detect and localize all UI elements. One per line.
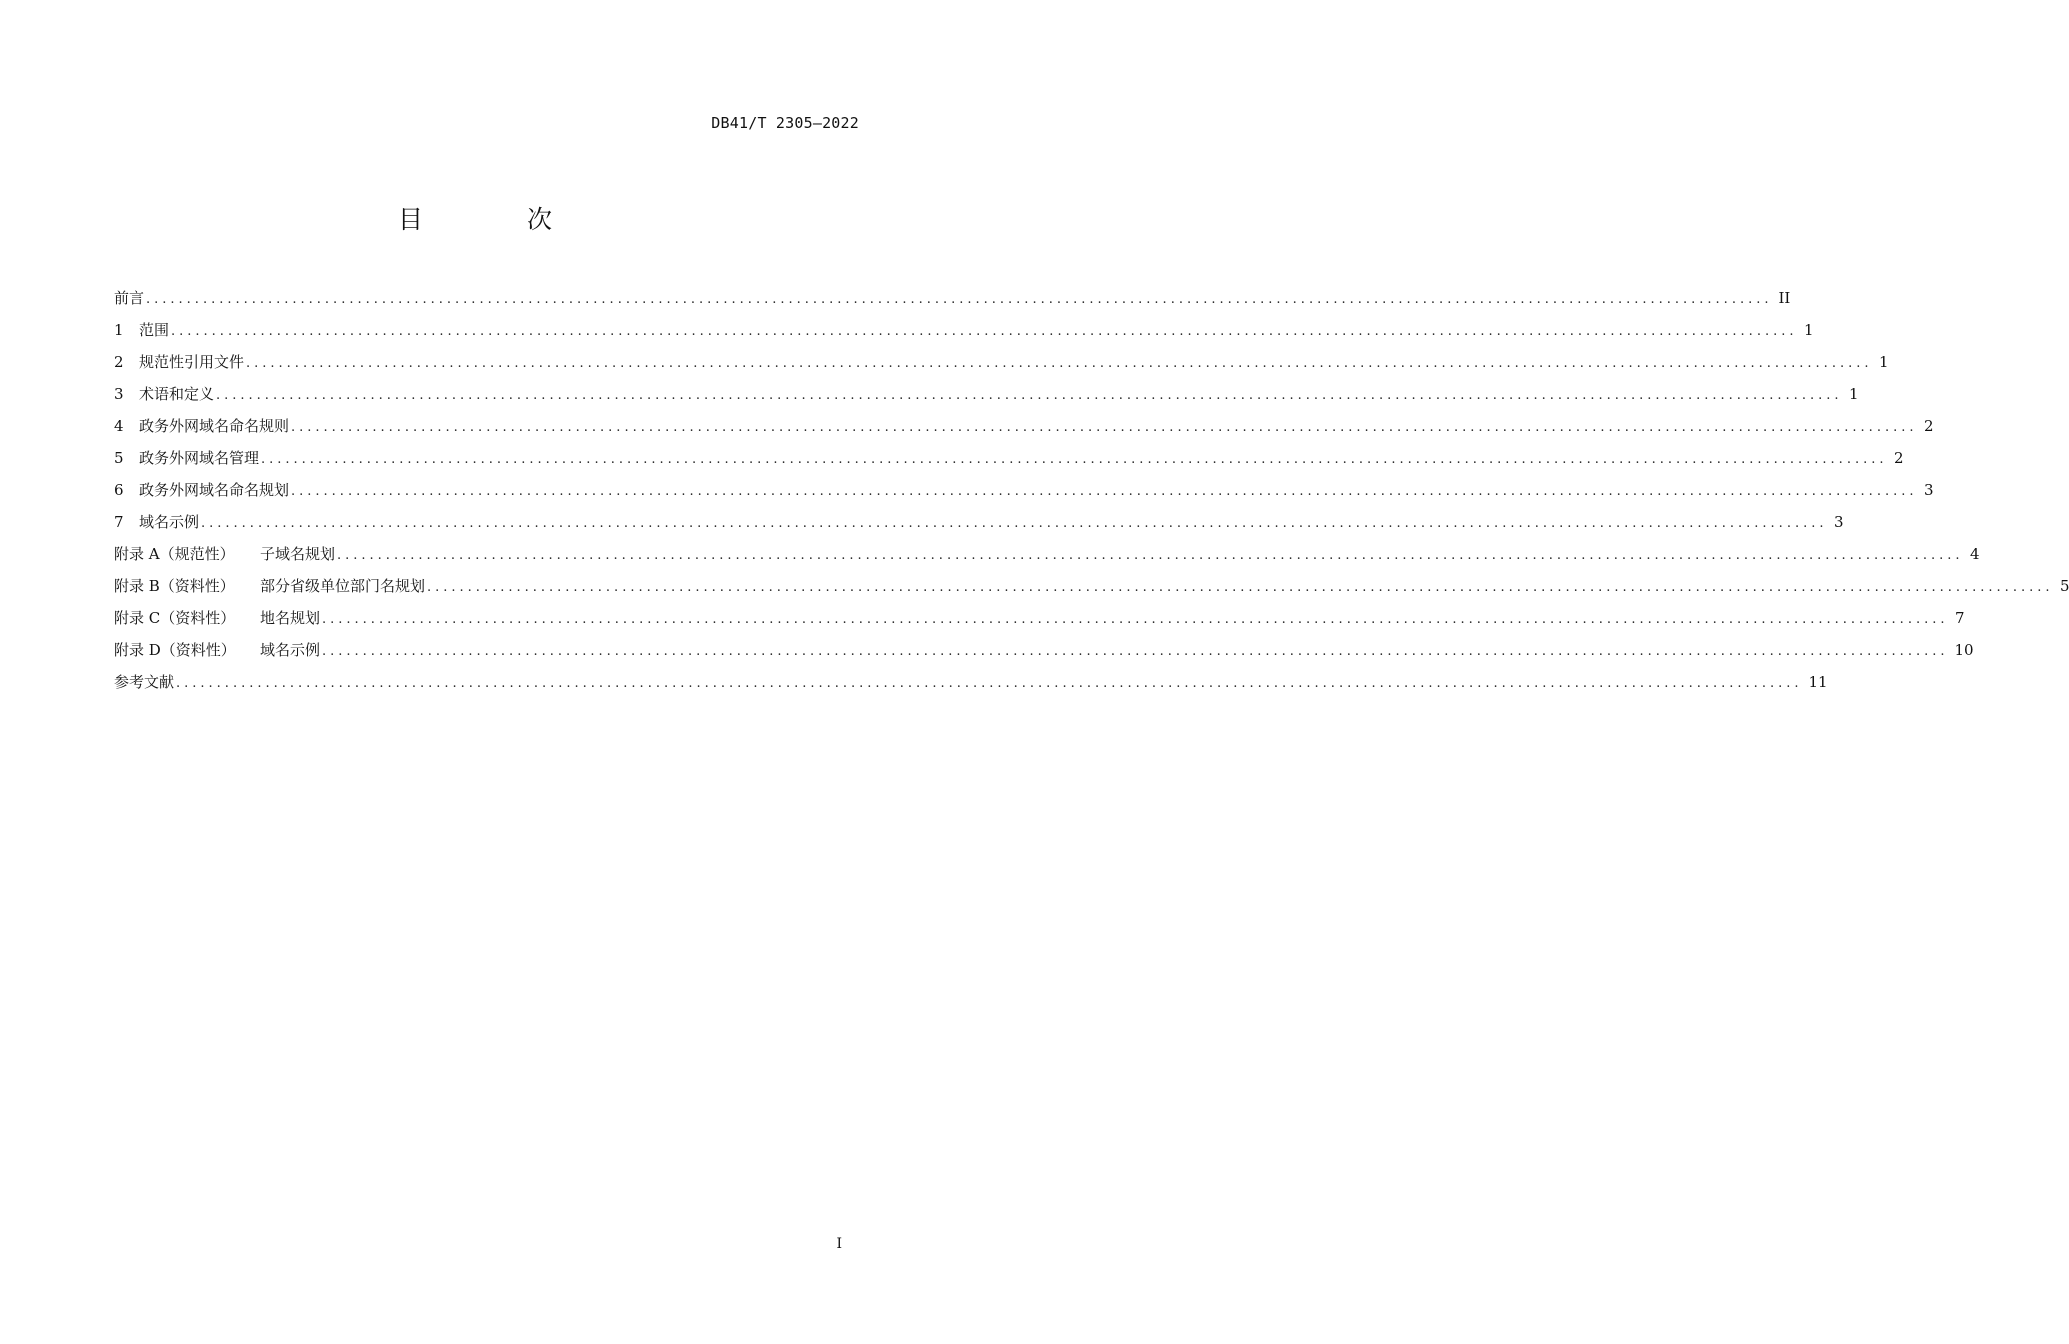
toc-appendix-head: 附录 C（资料性） (114, 609, 236, 627)
toc-appendix-head: 附录 D（资料性） (114, 641, 236, 659)
toc-entry-label: 子域名规划 (260, 545, 336, 563)
toc-entry-5[interactable] (114, 446, 1904, 478)
table-of-contents (114, 286, 2069, 702)
toc-appendix-head: 附录 A（规范性） (114, 545, 235, 563)
toc-leader-dots: ........................................................................................................................................................................................................ (176, 676, 1803, 691)
toc-leader-dots: ........................................................................................................................................................................................................ (291, 420, 1918, 435)
toc-entry-label: 政务外网域名命名规划 (139, 481, 290, 499)
toc-entry-label: 地名规划 (260, 609, 321, 627)
toc-entry-label: 部分省级单位部门名规划 (260, 577, 426, 595)
toc-entry-label: 域名示例 (139, 513, 200, 531)
toc-entry-number: 6 (114, 481, 124, 499)
toc-leader-dots: ........................................................................................................................................................................................................ (261, 452, 1888, 467)
toc-leader-dots: ........................................................................................................................................................................................................ (146, 292, 1773, 307)
toc-leader-dots: ........................................................................................................................................................................................................ (322, 644, 1949, 659)
page-title: 目 次 (398, 205, 600, 234)
toc-leader-dots: ........................................................................................................................................................................................................ (171, 324, 1798, 339)
toc-entry-page: II (1778, 289, 1791, 307)
toc-entry-label: 前言 (114, 289, 145, 307)
toc-entry-6[interactable] (114, 478, 1934, 510)
toc-entry-number: 7 (114, 513, 124, 531)
toc-leader-dots: ........................................................................................................................................................................................................ (291, 484, 1918, 499)
toc-entry-label: 规范性引用文件 (139, 353, 245, 371)
toc-entry-page: 4 (1969, 545, 1980, 563)
toc-entry-number: 2 (114, 353, 124, 371)
toc-entry-2[interactable] (114, 350, 1889, 382)
toc-entry-page: 3 (1923, 481, 1934, 499)
toc-entry-number: 3 (114, 385, 124, 403)
toc-entry-appendix-b[interactable] (114, 574, 2069, 606)
toc-entry-foreword[interactable] (114, 286, 1791, 318)
toc-entry-page: 1 (1848, 385, 1859, 403)
toc-entry-1[interactable] (114, 318, 1814, 350)
toc-entry-page: 11 (1808, 673, 1828, 691)
toc-entry-page: 1 (1878, 353, 1889, 371)
toc-leader-dots: ........................................................................................................................................................................................................ (427, 580, 2054, 595)
toc-entry-label: 术语和定义 (139, 385, 215, 403)
toc-entry-number: 4 (114, 417, 124, 435)
page-number: I (836, 1236, 842, 1252)
toc-entry-4[interactable] (114, 414, 1934, 446)
toc-entry-references[interactable] (114, 670, 1828, 702)
toc-entry-label: 参考文献 (114, 673, 175, 691)
standard-code: DB41/T 2305—2022 (711, 114, 859, 132)
toc-leader-dots: ........................................................................................................................................................................................................ (201, 516, 1828, 531)
toc-entry-page: 10 (1954, 641, 1974, 659)
toc-entry-page: 5 (2059, 577, 2069, 595)
toc-entry-appendix-c[interactable] (114, 606, 1965, 638)
toc-entry-label: 域名示例 (260, 641, 321, 659)
toc-entry-label: 政务外网域名命名规则 (139, 417, 290, 435)
toc-entry-3[interactable] (114, 382, 1859, 414)
toc-entry-page: 2 (1893, 449, 1904, 467)
toc-leader-dots: ........................................................................................................................................................................................................ (337, 548, 1964, 563)
toc-leader-dots: ........................................................................................................................................................................................................ (246, 356, 1873, 371)
toc-entry-page: 2 (1923, 417, 1934, 435)
toc-entry-number: 5 (114, 449, 124, 467)
toc-entry-label: 政务外网域名管理 (139, 449, 260, 467)
toc-leader-dots: ........................................................................................................................................................................................................ (322, 612, 1949, 627)
toc-entry-page: 3 (1833, 513, 1844, 531)
toc-entry-7[interactable] (114, 510, 1844, 542)
toc-entry-appendix-a[interactable] (114, 542, 1980, 574)
toc-entry-number: 1 (114, 321, 124, 339)
toc-entry-label: 范围 (139, 321, 170, 339)
toc-entry-page: 7 (1954, 609, 1965, 627)
toc-appendix-head: 附录 B（资料性） (114, 577, 235, 595)
toc-leader-dots: ........................................................................................................................................................................................................ (216, 388, 1843, 403)
toc-entry-page: 1 (1803, 321, 1814, 339)
toc-entry-appendix-d[interactable] (114, 638, 1974, 670)
